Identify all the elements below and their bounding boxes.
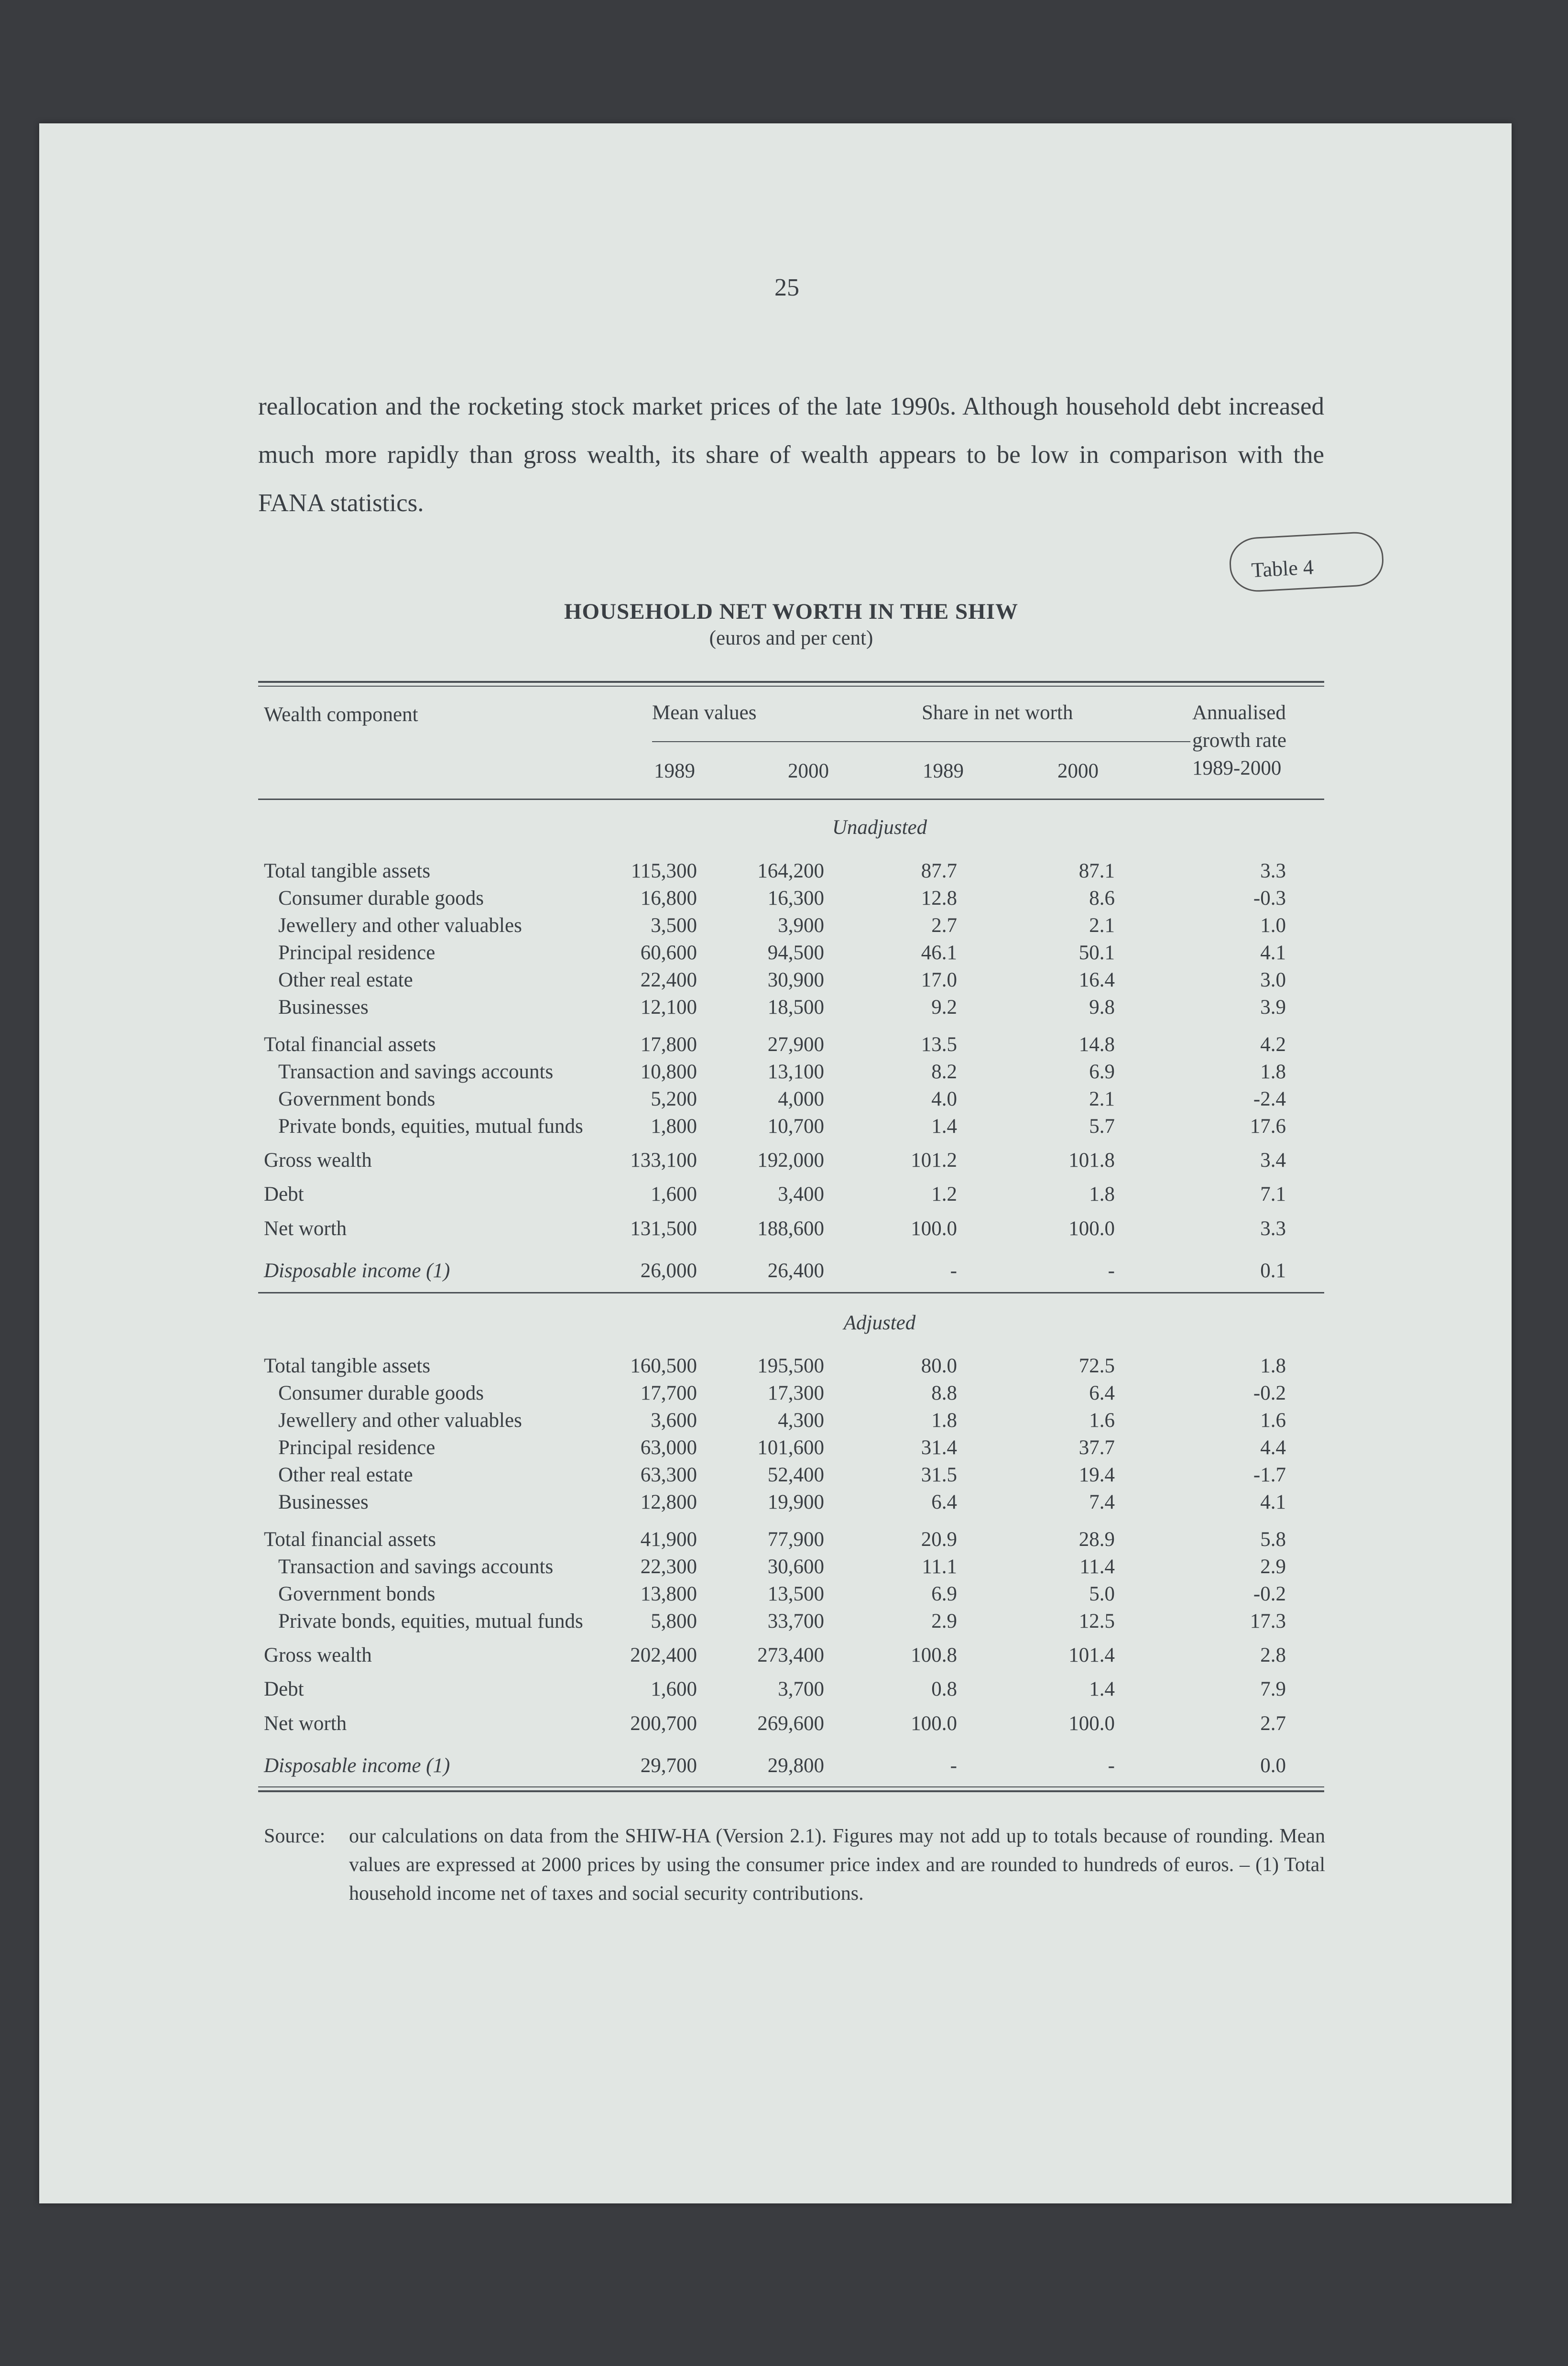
row-label: Private bonds, equities, mutual funds xyxy=(278,1115,583,1138)
header-mean-values: Mean values xyxy=(652,701,757,724)
row-label: Transaction and savings accounts xyxy=(278,1061,554,1083)
row-value: 3.9 xyxy=(1260,996,1286,1019)
row-value: 17.0 xyxy=(921,969,957,991)
row-label: Private bonds, equities, mutual funds xyxy=(278,1610,583,1632)
table-row xyxy=(258,1754,1324,1780)
row-value: 8.2 xyxy=(931,1061,957,1083)
row-value: 2.1 xyxy=(1089,1088,1115,1110)
table-row xyxy=(258,1259,1324,1285)
row-value: - xyxy=(950,1260,957,1282)
row-value: 4.2 xyxy=(1260,1033,1286,1056)
row-value: 17,800 xyxy=(640,1033,697,1056)
row-label: Businesses xyxy=(278,996,369,1019)
row-value: 17.3 xyxy=(1250,1610,1286,1632)
row-value: 3,900 xyxy=(778,914,824,937)
row-value: 19.4 xyxy=(1078,1464,1115,1486)
row-value: 94,500 xyxy=(767,942,824,964)
row-value: 5,200 xyxy=(651,1088,697,1110)
row-value: 115,300 xyxy=(631,860,697,882)
row-value: 22,400 xyxy=(640,969,697,991)
row-value: 87.1 xyxy=(1078,860,1115,882)
row-value: 1.8 xyxy=(1089,1183,1115,1205)
row-value: 29,700 xyxy=(640,1754,697,1777)
row-value: 101.2 xyxy=(911,1149,957,1172)
section-label-adjusted: Adjusted xyxy=(843,1312,916,1334)
row-value: 22,300 xyxy=(640,1555,697,1578)
row-value: 1.0 xyxy=(1260,914,1286,937)
row-value: 1,600 xyxy=(651,1183,697,1205)
row-value: 3,600 xyxy=(651,1409,697,1432)
row-label: Disposable income (1) xyxy=(264,1754,450,1777)
row-value: 164,200 xyxy=(757,860,824,882)
row-value: 2.9 xyxy=(1260,1555,1286,1578)
table-row xyxy=(258,887,1324,912)
table-bottom-rule-thick xyxy=(258,1790,1324,1792)
table-row xyxy=(258,1381,1324,1407)
row-label: Consumer durable goods xyxy=(278,887,484,909)
row-label: Gross wealth xyxy=(264,1644,372,1666)
row-value: 101,600 xyxy=(757,1436,824,1459)
table-top-rule-thin xyxy=(258,686,1324,687)
row-value: 17,300 xyxy=(767,1382,824,1404)
row-value: 77,900 xyxy=(767,1528,824,1551)
row-value: 5.8 xyxy=(1260,1528,1286,1551)
row-value: 4.1 xyxy=(1260,942,1286,964)
row-value: 14.8 xyxy=(1078,1033,1115,1056)
row-value: 17,700 xyxy=(640,1382,697,1404)
row-value: 269,600 xyxy=(757,1712,824,1735)
table-bottom-rule xyxy=(258,1786,1324,1787)
row-value: 12,800 xyxy=(640,1491,697,1513)
header-span-rule xyxy=(652,741,1190,742)
row-value: 0.1 xyxy=(1260,1260,1286,1282)
row-value: 100.0 xyxy=(1068,1712,1115,1735)
row-value: 46.1 xyxy=(921,942,957,964)
row-value: 3,700 xyxy=(778,1678,824,1700)
row-value: 1.4 xyxy=(1089,1678,1115,1700)
table-title: HOUSEHOLD NET WORTH IN THE SHIW xyxy=(564,599,1019,624)
row-value: 13,100 xyxy=(767,1061,824,1083)
row-value: 1,600 xyxy=(651,1678,697,1700)
row-value: 131,500 xyxy=(630,1217,697,1240)
row-value: 1,800 xyxy=(651,1115,697,1138)
table-reference-circled xyxy=(1228,531,1385,593)
row-value: 11.1 xyxy=(922,1555,957,1578)
table-row xyxy=(258,1582,1324,1608)
header-bottom-rule xyxy=(258,799,1324,800)
row-value: 87.7 xyxy=(921,860,957,882)
row-value: 160,500 xyxy=(630,1355,697,1377)
row-label: Disposable income (1) xyxy=(264,1260,450,1282)
row-value: 20.9 xyxy=(921,1528,957,1551)
row-value: -2.4 xyxy=(1253,1088,1286,1110)
table-row xyxy=(258,1149,1324,1174)
row-value: 2.1 xyxy=(1089,914,1115,937)
row-value: 26,000 xyxy=(640,1260,697,1282)
row-label: Transaction and savings accounts xyxy=(278,1555,554,1578)
table-row xyxy=(258,941,1324,967)
row-value: 2.7 xyxy=(931,914,957,937)
row-value: 13.5 xyxy=(921,1033,957,1056)
row-value: 101.8 xyxy=(1068,1149,1115,1172)
row-value: 63,000 xyxy=(640,1436,697,1459)
row-value: 100.0 xyxy=(911,1217,957,1240)
table-row xyxy=(258,1183,1324,1208)
row-value: 27,900 xyxy=(767,1033,824,1056)
row-label: Total financial assets xyxy=(264,1033,436,1056)
row-value: 2.9 xyxy=(931,1610,957,1632)
row-value: 1.2 xyxy=(931,1183,957,1205)
source-label: Source: xyxy=(264,1825,326,1847)
row-label: Principal residence xyxy=(278,1436,436,1459)
table-row xyxy=(258,1555,1324,1581)
section-label-unadjusted: Unadjusted xyxy=(832,816,927,839)
header-year-2000-share: 2000 xyxy=(1057,760,1099,782)
row-label: Consumer durable goods xyxy=(278,1382,484,1404)
row-value: 33,700 xyxy=(767,1610,824,1632)
row-value: 16,300 xyxy=(767,887,824,909)
row-value: 3.3 xyxy=(1260,860,1286,882)
row-value: 26,400 xyxy=(767,1260,824,1282)
row-value: 10,700 xyxy=(767,1115,824,1138)
table-row xyxy=(258,1217,1324,1243)
row-value: 4.0 xyxy=(931,1088,957,1110)
header-growth-line3: 1989-2000 xyxy=(1192,757,1282,779)
row-label: Net worth xyxy=(264,1712,347,1735)
row-label: Debt xyxy=(264,1678,304,1700)
row-label: Gross wealth xyxy=(264,1149,372,1172)
row-value: 4,300 xyxy=(778,1409,824,1432)
row-value: 18,500 xyxy=(767,996,824,1019)
table-row xyxy=(258,1490,1324,1516)
header-growth-line2: growth rate xyxy=(1192,729,1287,752)
row-value: 30,900 xyxy=(767,969,824,991)
body-paragraph: reallocation and the rocketing stock market prices of the late 1990s. Although household debt increased much more rapidly than gross wealth, its share of wealth appears to be low in comparison with the FANA statistics. xyxy=(258,393,1324,517)
row-value: 1.8 xyxy=(1260,1061,1286,1083)
row-label: Jewellery and other valuables xyxy=(278,914,522,937)
row-value: 29,800 xyxy=(767,1754,824,1777)
row-value: 3.0 xyxy=(1260,969,1286,991)
row-value: 52,400 xyxy=(767,1464,824,1486)
table-row xyxy=(258,1354,1324,1380)
row-value: - xyxy=(1108,1754,1115,1777)
row-value: 200,700 xyxy=(630,1712,697,1735)
row-value: 72.5 xyxy=(1078,1355,1115,1377)
row-value: 1.8 xyxy=(931,1409,957,1432)
row-value: 5.0 xyxy=(1089,1583,1115,1605)
row-value: 202,400 xyxy=(630,1644,697,1666)
row-value: 0.0 xyxy=(1260,1754,1286,1777)
header-wealth-component: Wealth component xyxy=(264,703,418,726)
row-value: -0.2 xyxy=(1253,1583,1286,1605)
row-value: 63,300 xyxy=(640,1464,697,1486)
table-row xyxy=(258,1677,1324,1703)
row-value: 6.9 xyxy=(931,1583,957,1605)
table-row xyxy=(258,1436,1324,1462)
row-value: 11.4 xyxy=(1079,1555,1115,1578)
table-row xyxy=(258,859,1324,885)
header-year-1989-mean: 1989 xyxy=(654,760,695,782)
table-row xyxy=(258,1115,1324,1140)
row-value: 28.9 xyxy=(1078,1528,1115,1551)
row-value: 4.1 xyxy=(1260,1491,1286,1513)
row-value: 60,600 xyxy=(640,942,697,964)
row-label: Government bonds xyxy=(278,1088,436,1110)
row-label: Debt xyxy=(264,1183,304,1205)
table-row xyxy=(258,1060,1324,1086)
row-value: 17.6 xyxy=(1250,1115,1286,1138)
row-value: 1.8 xyxy=(1260,1355,1286,1377)
row-value: 31.4 xyxy=(921,1436,957,1459)
row-value: 16.4 xyxy=(1078,969,1115,991)
row-value: 192,000 xyxy=(757,1149,824,1172)
table-row xyxy=(258,914,1324,940)
row-value: 41,900 xyxy=(640,1528,697,1551)
row-value: -0.2 xyxy=(1253,1382,1286,1404)
table-row xyxy=(258,1463,1324,1489)
row-value: 100.0 xyxy=(1068,1217,1115,1240)
row-value: 13,500 xyxy=(767,1583,824,1605)
row-value: 9.8 xyxy=(1089,996,1115,1019)
source-text: our calculations on data from the SHIW-HA (Version 2.1). Figures may not add up to totals because of rounding. Mean values are expressed at 2000 prices by using the consumer price index and are rounded to hundreds of euros. – (1) Total household income net of taxes and social security contributions. xyxy=(349,1825,1325,1905)
table-reference-label: Table 4 xyxy=(1251,555,1314,582)
row-value: 4,000 xyxy=(778,1088,824,1110)
row-label: Other real estate xyxy=(278,1464,413,1486)
row-value: 12.8 xyxy=(921,887,957,909)
row-value: -0.3 xyxy=(1253,887,1286,909)
table-row xyxy=(258,1610,1324,1635)
row-value: 31.5 xyxy=(921,1464,957,1486)
row-value: 19,900 xyxy=(767,1491,824,1513)
row-label: Government bonds xyxy=(278,1583,436,1605)
row-label: Net worth xyxy=(264,1217,347,1240)
table-row xyxy=(258,996,1324,1021)
header-year-2000-mean: 2000 xyxy=(788,760,829,782)
row-value: 1.6 xyxy=(1089,1409,1115,1432)
table-row xyxy=(258,968,1324,994)
table-row xyxy=(258,1643,1324,1669)
row-value: 13,800 xyxy=(640,1583,697,1605)
row-value: 273,400 xyxy=(757,1644,824,1666)
row-value: 3,400 xyxy=(778,1183,824,1205)
row-value: 12.5 xyxy=(1078,1610,1115,1632)
row-label: Principal residence xyxy=(278,942,436,964)
row-value: 37.7 xyxy=(1078,1436,1115,1459)
row-value: 195,500 xyxy=(757,1355,824,1377)
header-year-1989-share: 1989 xyxy=(923,760,964,782)
table-top-rule xyxy=(258,681,1324,683)
row-value: 50.1 xyxy=(1078,942,1115,964)
row-value: 3,500 xyxy=(651,914,697,937)
row-value: 6.4 xyxy=(931,1491,957,1513)
row-value: 7.9 xyxy=(1260,1678,1286,1700)
page-number: 25 xyxy=(774,274,799,301)
row-value: 4.4 xyxy=(1260,1436,1286,1459)
row-value: 8.8 xyxy=(931,1382,957,1404)
row-label: Jewellery and other valuables xyxy=(278,1409,522,1432)
row-label: Total tangible assets xyxy=(264,860,431,882)
table-subtitle: (euros and per cent) xyxy=(709,627,873,649)
header-share-net-worth: Share in net worth xyxy=(922,701,1073,724)
row-value: 8.6 xyxy=(1089,887,1115,909)
row-value: 2.7 xyxy=(1260,1712,1286,1735)
row-value: 3.3 xyxy=(1260,1217,1286,1240)
row-value: 30,600 xyxy=(767,1555,824,1578)
row-value: 5,800 xyxy=(651,1610,697,1632)
table-row xyxy=(258,1528,1324,1554)
row-value: 6.9 xyxy=(1089,1061,1115,1083)
row-value: 5.7 xyxy=(1089,1115,1115,1138)
row-value: -1.7 xyxy=(1253,1464,1286,1486)
row-value: 7.1 xyxy=(1260,1183,1286,1205)
section-divider-rule xyxy=(258,1292,1324,1293)
row-value: 9.2 xyxy=(931,996,957,1019)
table-row xyxy=(258,1033,1324,1059)
row-value: 101.4 xyxy=(1068,1644,1115,1666)
row-value: 100.0 xyxy=(911,1712,957,1735)
row-value: 3.4 xyxy=(1260,1149,1286,1172)
header-growth-line1: Annualised xyxy=(1192,701,1286,724)
table-row xyxy=(258,1087,1324,1113)
table-row xyxy=(258,1712,1324,1738)
row-label: Other real estate xyxy=(278,969,413,991)
row-value: 133,100 xyxy=(630,1149,697,1172)
row-value: - xyxy=(950,1754,957,1777)
row-value: 10,800 xyxy=(640,1061,697,1083)
row-value: 80.0 xyxy=(921,1355,957,1377)
row-value: 16,800 xyxy=(640,887,697,909)
table-source-note xyxy=(264,1822,1325,1908)
row-value: 188,600 xyxy=(757,1217,824,1240)
row-label: Businesses xyxy=(278,1491,369,1513)
row-value: 0.8 xyxy=(931,1678,957,1700)
row-value: 1.6 xyxy=(1260,1409,1286,1432)
row-value: 1.4 xyxy=(931,1115,957,1138)
row-value: 100.8 xyxy=(911,1644,957,1666)
table-row xyxy=(258,1409,1324,1435)
row-value: 12,100 xyxy=(640,996,697,1019)
row-value: - xyxy=(1108,1260,1115,1282)
row-value: 6.4 xyxy=(1089,1382,1115,1404)
row-label: Total tangible assets xyxy=(264,1355,431,1377)
row-label: Total financial assets xyxy=(264,1528,436,1551)
row-value: 7.4 xyxy=(1089,1491,1115,1513)
row-value: 2.8 xyxy=(1260,1644,1286,1666)
